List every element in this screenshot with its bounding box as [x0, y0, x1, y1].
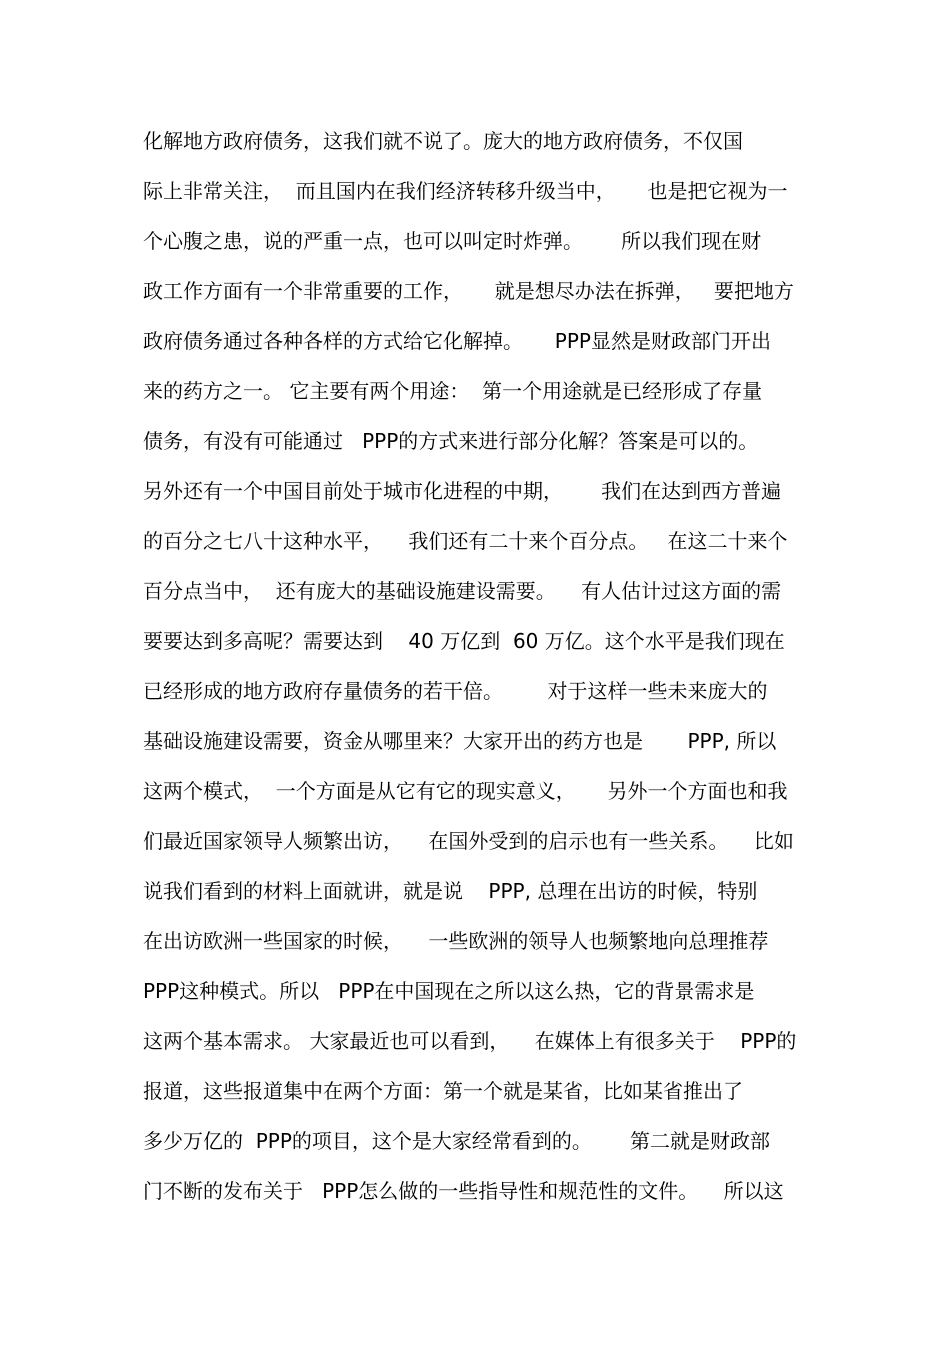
text-line: 这两个模式， 一个方面是从它有它的现实意义， 另外一个方面也和我	[143, 779, 788, 803]
text-line: 在出访欧洲一些国家的时候， 一些欧洲的领导人也频繁地向总理推荐	[143, 929, 769, 953]
text-line: 际上非常关注， 而且国内在我们经济转移升级当中， 也是把它视为一	[143, 179, 788, 203]
text-line: 个心腹之患，说的严重一点，也可以叫定时炸弹。 所以我们现在财	[143, 229, 762, 253]
text-line: 政府债务通过各种各样的方式给它化解掉。 PPP显然是财政部门开出	[143, 329, 771, 353]
text-line: 说我们看到的材料上面就讲，就是说 PPP, 总理在出访的时候，特别	[143, 879, 758, 903]
text-line: 要要达到多高呢？需要达到 40 万亿到 60 万亿。这个水平是我们现在	[143, 629, 785, 653]
text-line: 化解地方政府债务，这我们就不说了。庞大的地方政府债务，不仅国	[143, 129, 743, 153]
text-line: 报道，这些报道集中在两个方面：第一个就是某省，比如某省推出了	[143, 1079, 743, 1103]
text-line: 基础设施建设需要，资金从哪里来？大家开出的药方也是 PPP, 所以	[143, 729, 777, 753]
text-line: 门不断的发布关于 PPP怎么做的一些指导性和规范性的文件。 所以这	[143, 1179, 784, 1203]
text-line: 政工作方面有一个非常重要的工作， 就是想尽办法在拆弹， 要把地方	[143, 279, 794, 303]
text-line: 已经形成的地方政府存量债务的若干倍。 对于这样一些未来庞大的	[143, 679, 768, 703]
text-line: 债务，有没有可能通过 PPP的方式来进行部分化解？答案是可以的。	[143, 429, 759, 453]
text-line: 另外还有一个中国目前处于城市化进程的中期， 我们在达到西方普遍	[143, 479, 782, 503]
text-line: 百分点当中， 还有庞大的基础设施建设需要。 有人估计过这方面的需	[143, 579, 782, 603]
text-line: 来的药方之一。 它主要有两个用途： 第一个用途就是已经形成了存量	[143, 379, 763, 403]
text-line: 多少万亿的 PPP的项目，这个是大家经常看到的。 第二就是财政部	[143, 1129, 771, 1153]
body-text	[143, 121, 823, 1221]
text-line: 们最近国家领导人频繁出访， 在国外受到的启示也有一些关系。 比如	[143, 829, 794, 853]
text-line: PPP这种模式。所以 PPP在中国现在之所以这么热，它的背景需求是	[143, 979, 755, 1003]
text-line: 的百分之七八十这种水平， 我们还有二十来个百分点。 在这二十来个	[143, 529, 788, 553]
text-line: 这两个基本需求。 大家最近也可以看到， 在媒体上有很多关于 PPP的	[143, 1029, 797, 1053]
